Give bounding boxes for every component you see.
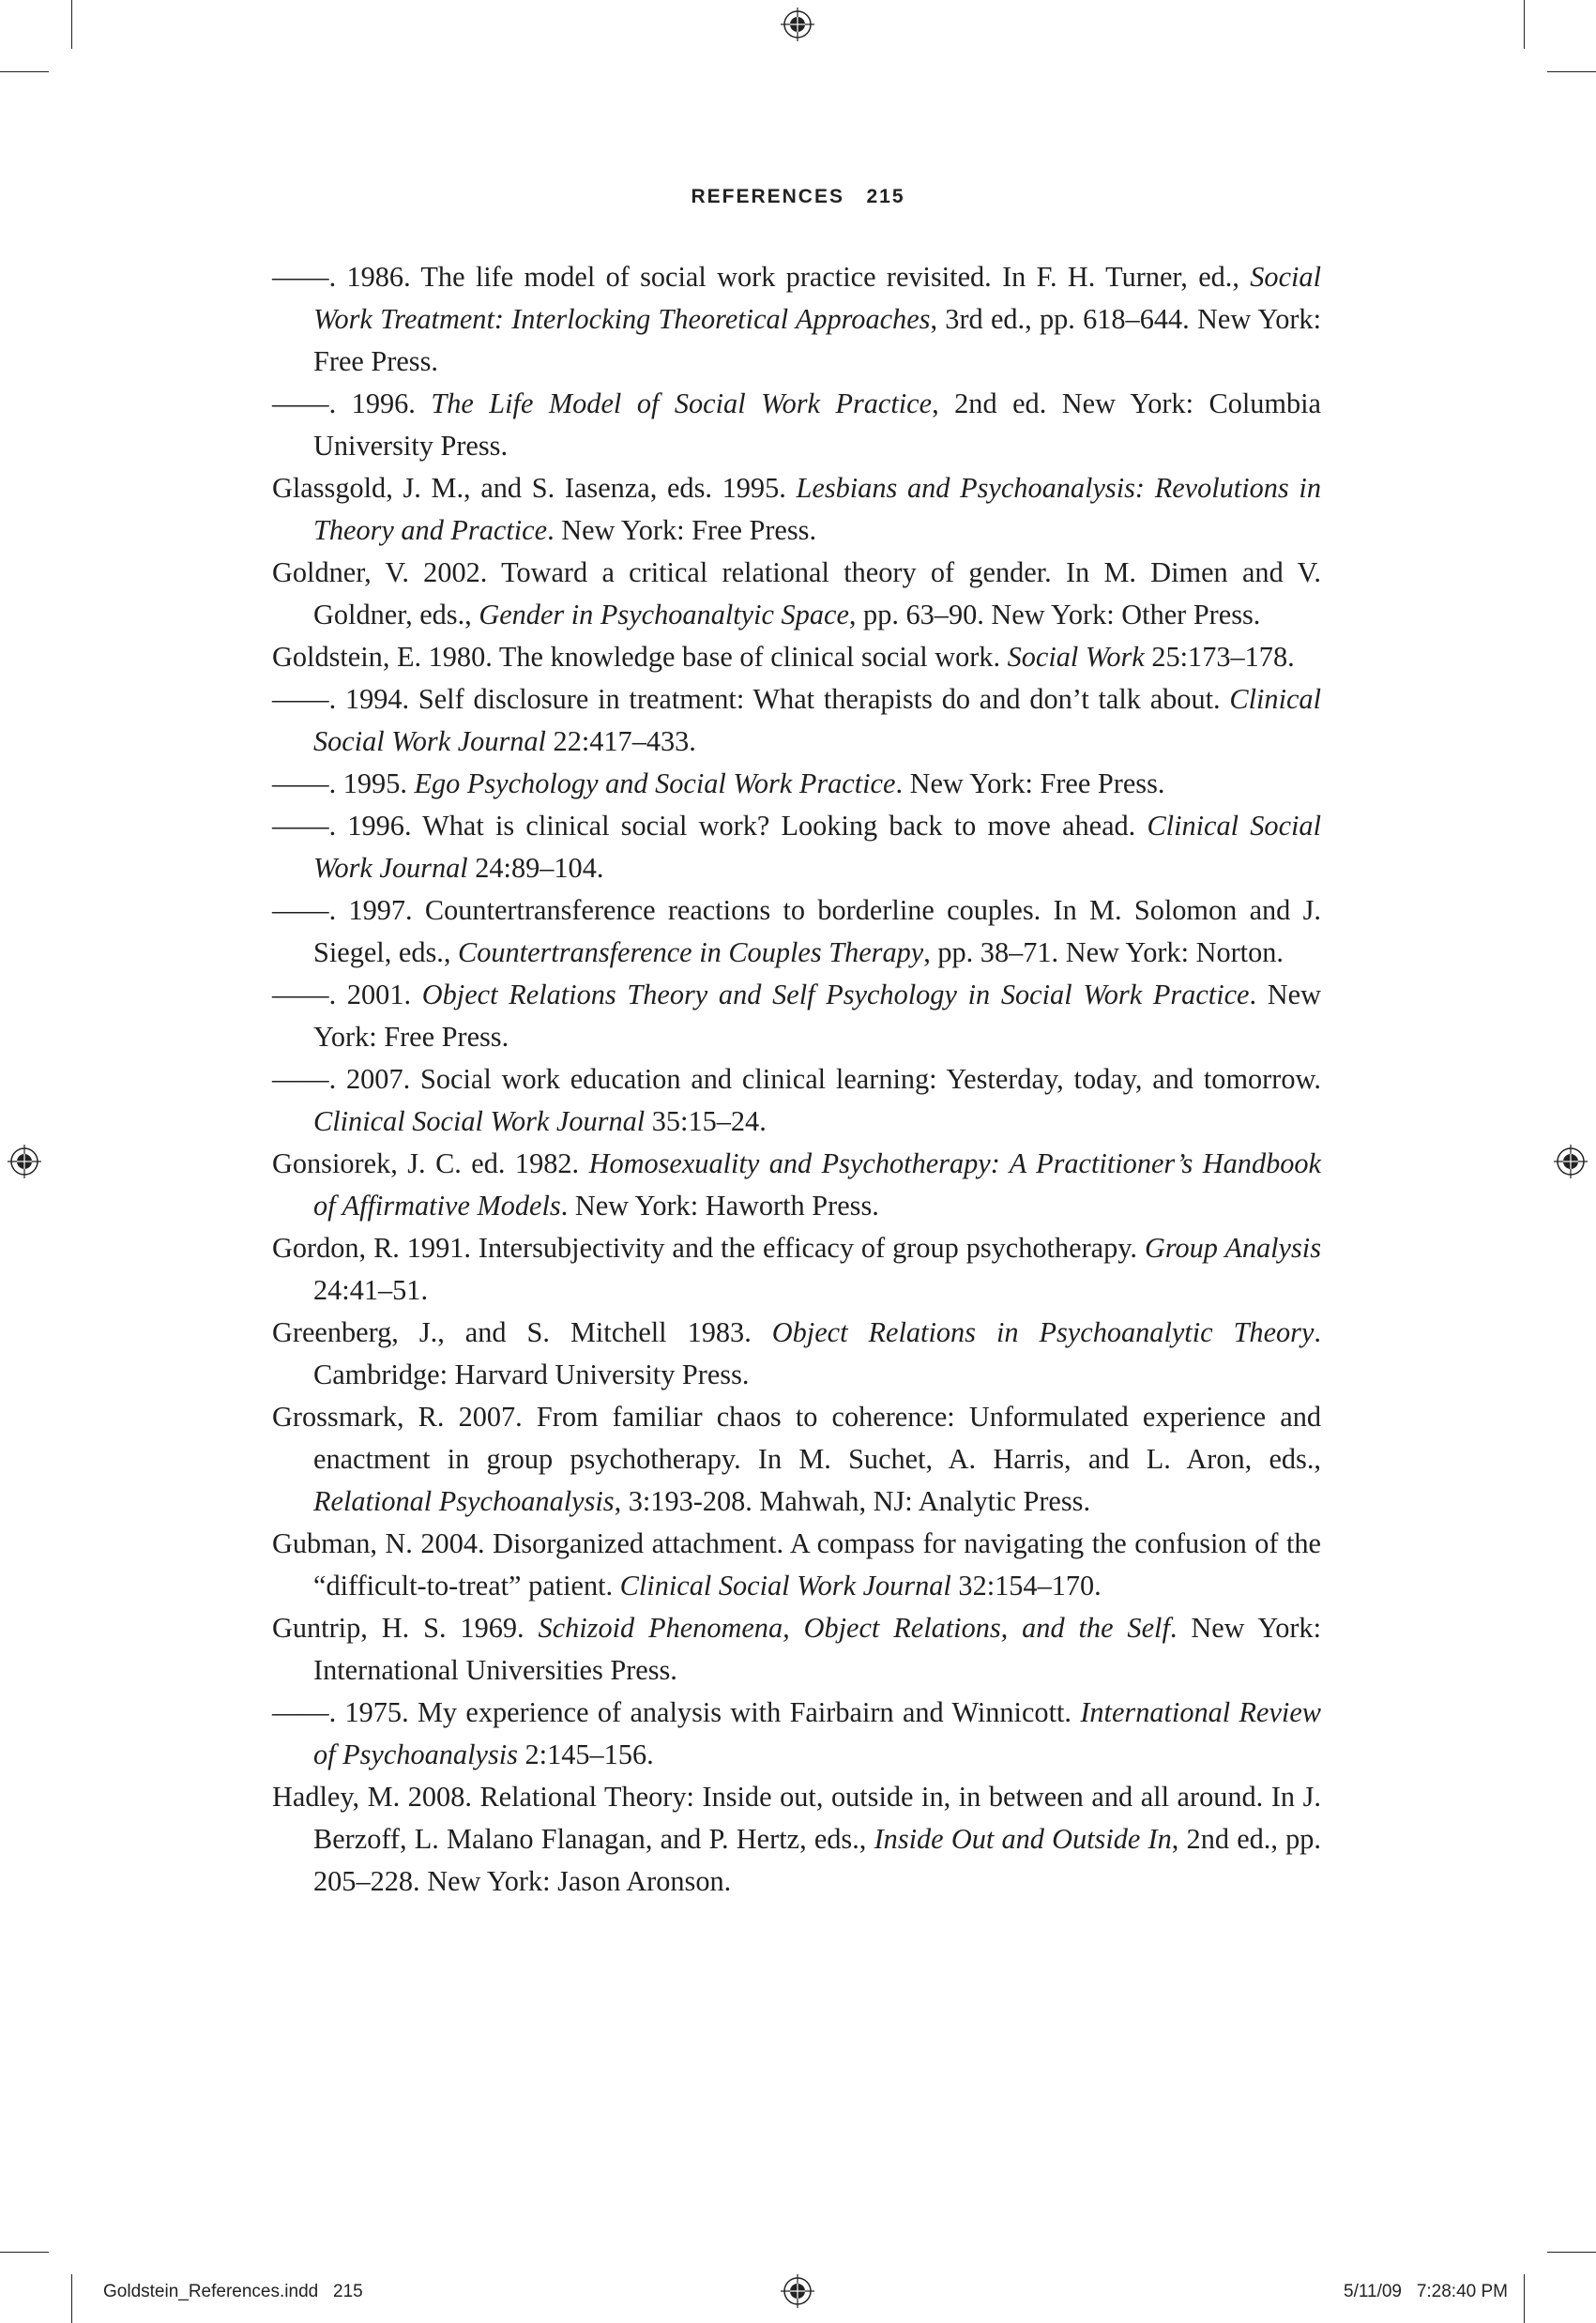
- reference-tail: , pp. 38–71. New York: Norton.: [923, 936, 1284, 968]
- crop-mark-top-left-horizontal: [0, 71, 49, 72]
- reference-dash: ——: [272, 1063, 329, 1095]
- reference-dash: ——: [272, 387, 329, 419]
- reference-text: Goldner, V. 2002. Toward a critical relational theory of gender. In M. Dimen and V. Goldner, eds.,: [272, 556, 1321, 630]
- page-number: 215: [866, 186, 905, 207]
- registration-mark-icon: [781, 2274, 814, 2308]
- reference-text: . 1997. Countertransference reactions to borderline couples. In M. Solomon and J. Siegel, eds.,: [313, 894, 1321, 968]
- reference-title: Ego Psychology and Social Work Practice: [414, 767, 896, 799]
- reference-tail: 2:145–156.: [517, 1738, 654, 1770]
- reference-text: . 1995.: [328, 767, 415, 799]
- reference-entry: [272, 1396, 1321, 1523]
- reference-list: [272, 256, 1321, 1903]
- crop-mark-top-left-vertical: [71, 0, 72, 49]
- reference-entry: [272, 1607, 1321, 1692]
- reference-entry: [272, 1143, 1321, 1227]
- reference-entry: [272, 1692, 1321, 1776]
- reference-text: Hadley, M. 2008. Relational Theory: Inside out, outside in, in between and all around. In J. Berzoff, L. Malano Flanagan, and P. Hertz, eds.,: [272, 1781, 1321, 1855]
- reference-text: Gordon, R. 1991. Intersubjectivity and the efficacy of group psychotherapy.: [272, 1232, 1145, 1264]
- reference-text: . 1975. My experience of analysis with Fairbairn and Winnicott.: [328, 1696, 1081, 1728]
- crop-mark-top-right-horizontal: [1547, 71, 1596, 72]
- reference-dash: ——: [272, 979, 329, 1010]
- reference-entry: [272, 763, 1321, 805]
- header-title: REFERENCES: [691, 186, 844, 207]
- reference-dash: ——: [272, 810, 329, 842]
- reference-title: Countertransference in Couples Therapy: [458, 936, 924, 968]
- registration-mark-icon: [1554, 1145, 1588, 1178]
- reference-tail: 25:173–178.: [1144, 641, 1295, 673]
- crop-mark-bottom-left-vertical: [71, 2274, 72, 2323]
- reference-tail: . New York: Haworth Press.: [560, 1190, 879, 1222]
- reference-title: Inside Out and Outside In: [874, 1823, 1172, 1855]
- reference-tail: 22:417–433.: [545, 725, 696, 757]
- reference-tail: . New York: Free Press.: [547, 514, 817, 546]
- reference-text: . 1996.: [328, 387, 432, 419]
- reference-text: . 1986. The life model of social work practice revisited. In F. H. Turner, ed.,: [328, 261, 1251, 293]
- reference-entry: [272, 889, 1321, 974]
- reference-entry: [272, 1523, 1321, 1607]
- reference-text: . 1994. Self disclosure in treatment: What therapists do and don’t talk about.: [328, 683, 1230, 715]
- reference-title: Relational Psychoanalysis: [313, 1485, 615, 1517]
- reference-title: Schizoid Phenomena, Object Relations, and the Self: [538, 1612, 1170, 1644]
- slug-timestamp: 5/11/09 7:28:40 PM: [1344, 2282, 1508, 2301]
- reference-text: . 2007. Social work education and clinical learning: Yesterday, today, and tomorrow.: [328, 1063, 1321, 1095]
- reference-title: Homosexuality and Psychotherapy: A Practitioner’s Handbook of Affirmative Models: [313, 1147, 1321, 1222]
- reference-entry: [272, 383, 1321, 467]
- registration-mark-icon: [781, 8, 814, 41]
- crop-mark-top-right-vertical: [1524, 0, 1525, 49]
- reference-tail: , 3rd ed., pp. 618–644. New York: Free Press.: [313, 303, 1321, 377]
- reference-tail: . New York: Free Press.: [895, 767, 1165, 799]
- reference-text: Glassgold, J. M., and S. Iasenza, eds. 1995.: [272, 472, 797, 504]
- reference-entry: [272, 256, 1321, 383]
- reference-text: . 1996. What is clinical social work? Looking back to move ahead.: [328, 810, 1148, 842]
- reference-text: Greenberg, J., and S. Mitchell 1983.: [272, 1316, 772, 1348]
- reference-text: Gonsiorek, J. C. ed. 1982.: [272, 1147, 589, 1179]
- slug-file-name: Goldstein_References.indd 215: [103, 2282, 363, 2301]
- reference-title: Object Relations Theory and Self Psychology in Social Work Practice: [421, 979, 1250, 1010]
- reference-entry: [272, 467, 1321, 552]
- reference-text: . 2001.: [328, 979, 422, 1010]
- reference-title: Clinical Social Work Journal: [313, 810, 1321, 884]
- reference-entry: [272, 1776, 1321, 1903]
- reference-text: Grossmark, R. 2007. From familiar chaos to coherence: Unformulated experience and enactment in group psychotherapy. In M. Suchet, A. Harris, and L. Aron, eds.,: [272, 1401, 1321, 1475]
- reference-tail: 35:15–24.: [645, 1105, 767, 1137]
- crop-mark-bottom-right-horizontal: [1547, 2252, 1596, 2253]
- reference-dash: ——: [272, 894, 329, 926]
- reference-title: Lesbians and Psychoanalysis: Revolutions in Theory and Practice: [313, 472, 1321, 546]
- reference-tail: , 2nd ed., pp. 205–228. New York: Jason Aronson.: [313, 1823, 1322, 1897]
- reference-title: International Review of Psychoanalysis: [313, 1696, 1321, 1770]
- crop-mark-bottom-right-vertical: [1524, 2274, 1525, 2323]
- reference-text: Guntrip, H. S. 1969.: [272, 1612, 539, 1644]
- reference-text: Gubman, N. 2004. Disorganized attachment. A compass for navigating the confusion of the “difficult-to-treat” patient.: [272, 1527, 1321, 1602]
- reference-entry: [272, 805, 1321, 889]
- crop-mark-bottom-left-horizontal: [0, 2252, 49, 2253]
- reference-text: Goldstein, E. 1980. The knowledge base of clinical social work.: [272, 641, 1008, 673]
- reference-tail: . Cambridge: Harvard University Press.: [313, 1316, 1321, 1390]
- reference-tail: . New York: Free Press.: [313, 979, 1322, 1053]
- reference-entry: [272, 552, 1321, 636]
- reference-tail: , pp. 63–90. New York: Other Press.: [848, 599, 1261, 630]
- reference-entry: [272, 1312, 1321, 1396]
- reference-title: Group Analysis: [1144, 1232, 1321, 1264]
- reference-tail: . New York: International Universities Press.: [313, 1612, 1321, 1686]
- reference-entry: [272, 678, 1321, 763]
- reference-tail: 24:89–104.: [467, 852, 604, 884]
- reference-title: Object Relations in Psychoanalytic Theory: [771, 1316, 1315, 1348]
- registration-mark-icon: [8, 1145, 41, 1178]
- reference-dash: ——: [272, 261, 329, 293]
- reference-title: Clinical Social Work Journal: [313, 683, 1321, 757]
- reference-tail: , 2nd ed. New York: Columbia University Press.: [313, 387, 1321, 462]
- reference-entry: [272, 974, 1321, 1058]
- reference-title: Social Work: [1007, 641, 1145, 673]
- running-header: [0, 186, 1596, 208]
- reference-entry: [272, 1058, 1321, 1143]
- reference-entry: [272, 1227, 1321, 1312]
- reference-entry: [272, 636, 1321, 678]
- reference-dash: ——: [272, 767, 329, 799]
- reference-dash: ——: [272, 683, 329, 715]
- reference-tail: 24:41–51.: [313, 1274, 429, 1306]
- reference-title: Clinical Social Work Journal: [313, 1105, 646, 1137]
- reference-dash: ——: [272, 1696, 329, 1728]
- reference-title: Clinical Social Work Journal: [619, 1570, 951, 1602]
- reference-tail: , 3:193-208. Mahwah, NJ: Analytic Press.: [614, 1485, 1091, 1517]
- reference-title: The Life Model of Social Work Practice: [431, 387, 933, 419]
- reference-title: Social Work Treatment: Interlocking Theoretical Approaches: [313, 261, 1321, 335]
- reference-title: Gender in Psychoanaltyic Space: [479, 599, 849, 630]
- reference-tail: 32:154–170.: [950, 1570, 1102, 1602]
